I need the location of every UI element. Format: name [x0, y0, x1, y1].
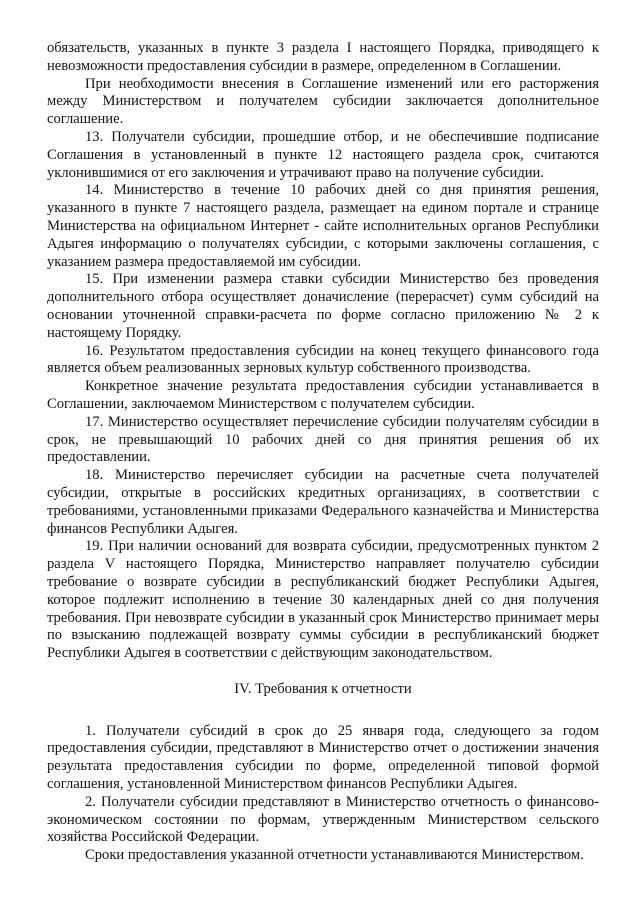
paragraph-14: 14. Министерство в течение 10 рабочих дней со дня принятия решения, указанного в пункте 7 настоящего раздела, размещает на едином портале и странице Министерства на официальном Интернет - сайте исполнительных органов Республики Адыгея информацию о получателях субсидии, с которыми заключены соглашения, с указанием размера предоставляемой им субсидии.	[47, 182, 599, 270]
paragraph-18: 18. Министерство перечисляет субсидии на расчетные счета получателей субсидии, открытые в российских кредитных организациях, в соответствии с требованиями, установленными приказами Федерального казначейства и Министерства финансов Республики Адыгея.	[47, 467, 599, 537]
paragraph-17: 17. Министерство осуществляет перечисление субсидии получателям субсидии в срок, не превышающий 10 рабочих дней со дня принятия решения об их предоставлении.	[47, 413, 599, 466]
document-body	[47, 40, 599, 865]
paragraph-result-value: Конкретное значение результата предоставления субсидии устанавливается в Соглашении, заключаемом Министерством с получателем субсидии.	[47, 378, 599, 412]
paragraph-amendment-agreement: При необходимости внесения в Соглашение изменений или его расторжения между Министерством и получателем субсидии заключается дополнительное соглашение.	[47, 75, 599, 128]
paragraph-continuation: обязательств, указанных в пункте 3 раздела I настоящего Порядка, приводящего к невозможности предоставления субсидии в размере, определенном в Соглашении.	[47, 40, 599, 74]
paragraph-report-deadlines: Сроки предоставления указанной отчетности устанавливаются Министерством.	[85, 847, 584, 864]
paragraph-16: 16. Результатом предоставления субсидии на конец текущего финансового года является объем реализованных зерновых культур собственного производства.	[47, 342, 599, 377]
paragraph-report-1: 1. Получатели субсидий в срок до 25 января года, следующего за годом предоставления субсидии, представляют в Министерство отчет о достижении значения результата предоставления субсидии по форме, определенной типовой формой соглашения, установленной Министерством финансов Республики Адыгея.	[47, 722, 599, 793]
section-heading: IV. Требования к отчетности	[234, 680, 412, 697]
paragraph-report-2: 2. Получатели субсидии представляют в Министерство отчетность о финансово-экономическом состоянии по формам, утвержденным Министерством сельского хозяйства Российской Федерации.	[47, 793, 599, 846]
paragraph-19: 19. При наличии оснований для возврата субсидии, предусмотренных пунктом 2 раздела V настоящего Порядка, Министерство направляет получателю субсидии требование о возврате субсидии в республиканский бюджет Республики Адыгея, которое подлежит исполнению в течение 30 календарных дней со дня получения требования. При невозврате субсидии в указанный срок Министерство принимает меры по взысканию подлежащей возврату суммы субсидии в республиканский бюджет Республики Адыгея в соответствии с действующим законодательством.	[47, 538, 599, 662]
paragraph-13: 13. Получатели субсидии, прошедшие отбор, и не обеспечившие подписание Соглашения в установленный в пункте 12 настоящего раздела срок, считаются уклонившимися от его заключения и утрачивают право на получение субсидии.	[47, 128, 599, 181]
paragraph-15: 15. При изменении размера ставки субсидии Министерство без проведения дополнительного отбора осуществляет доначисление (перерасчет) сумм субсидий на основании уточненной справки-расчета по форме согласно приложению № 2 к настоящему Порядку.	[47, 271, 599, 341]
